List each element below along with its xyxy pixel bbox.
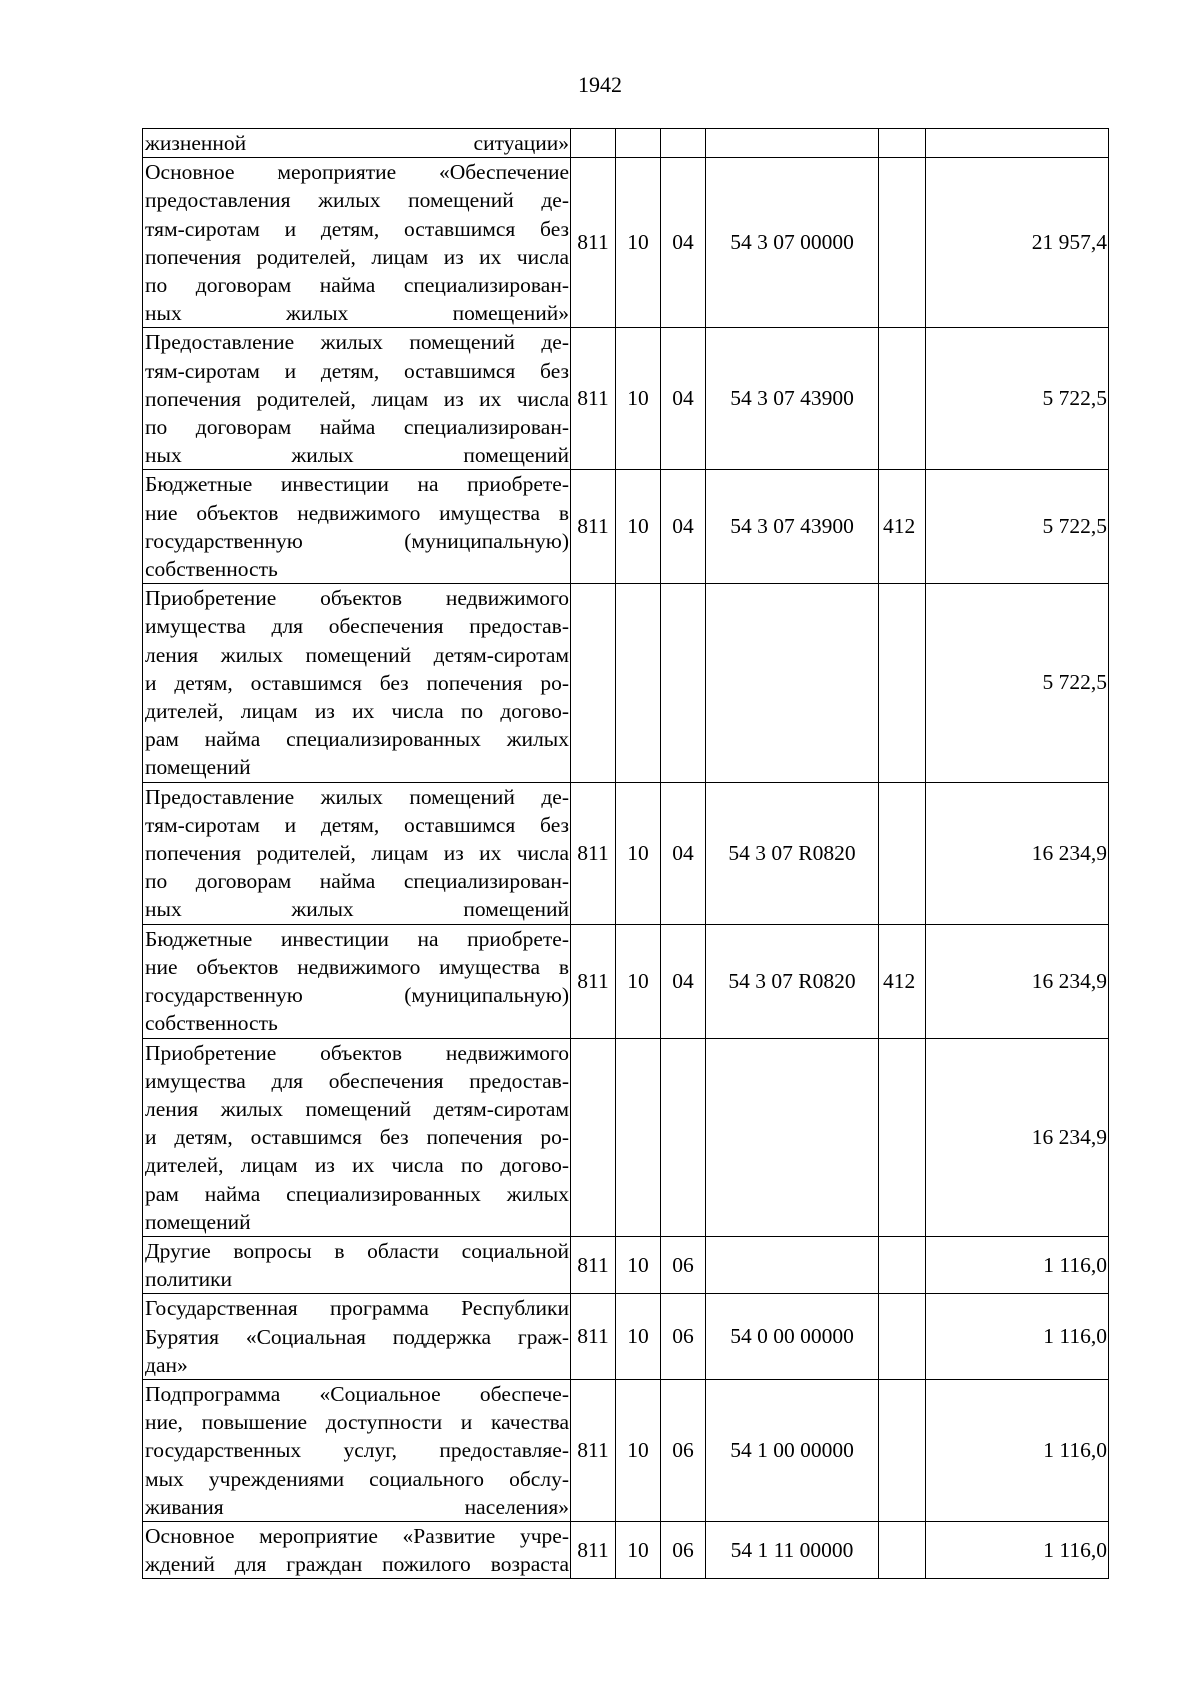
row-description: Другие вопросы в области социальной политики [143, 1236, 571, 1293]
table-row [143, 1379, 1109, 1521]
row-description: Государственная программа Республики Бурятия «Социальная поддержка граж- дан» [143, 1294, 571, 1380]
row-amount: 21 957,4 [926, 158, 1109, 328]
row-expense-type-code [879, 1379, 926, 1521]
table-row [143, 470, 1109, 584]
table-row [143, 782, 1109, 924]
row-grbs-code: 811 [571, 782, 616, 924]
row-subsection-code: 06 [661, 1294, 706, 1380]
row-subsection-code [661, 584, 706, 782]
row-target-article-code: 54 1 00 00000 [706, 1379, 879, 1521]
row-target-article-code: 54 1 11 00000 [706, 1521, 879, 1578]
row-amount: 1 116,0 [926, 1294, 1109, 1380]
row-description: жизненной ситуации» [143, 129, 571, 158]
row-description: Подпрограмма «Социальное обеспече- ние, повышение доступности и качества государственных услуг, предоставляе- мых учреждениями социального обслу- живания населения» [143, 1379, 571, 1521]
table-row [143, 1236, 1109, 1293]
row-expense-type-code [879, 1038, 926, 1236]
row-section-code [616, 584, 661, 782]
row-grbs-code: 811 [571, 1521, 616, 1578]
row-subsection-code: 04 [661, 924, 706, 1038]
row-description: Предоставление жилых помещений де- тям-сиротам и детям, оставшимся без попечения родителей, лицам из их числа по договорам найма специализирован- ных жилых помещений [143, 328, 571, 470]
row-target-article-code: 54 3 07 R0820 [706, 924, 879, 1038]
row-section-code: 10 [616, 1294, 661, 1380]
row-description: Приобретение объектов недвижимого имущества для обеспечения предостав- ления жилых помещений детям-сиротам и детям, оставшимся без попечения ро- дителей, лицам из их числа по догово- рам найма специализированных жилых помещений [143, 1038, 571, 1236]
row-section-code [616, 1038, 661, 1236]
row-expense-type-code [879, 129, 926, 158]
table-row [143, 129, 1109, 158]
row-expense-type-code [879, 782, 926, 924]
row-amount: 16 234,9 [926, 782, 1109, 924]
row-subsection-code: 04 [661, 328, 706, 470]
row-description: Основное мероприятие «Обеспечение предоставления жилых помещений де- тям-сиротам и детям, оставшимся без попечения родителей, лицам из их числа по договорам найма специализирован- ных жилых помещений» [143, 158, 571, 328]
row-target-article-code [706, 1038, 879, 1236]
row-section-code [616, 129, 661, 158]
row-target-article-code [706, 584, 879, 782]
row-subsection-code: 06 [661, 1236, 706, 1293]
table-row [143, 1521, 1109, 1578]
row-section-code: 10 [616, 158, 661, 328]
row-description: Основное мероприятие «Развитие учре- ждений для граждан пожилого возраста [143, 1521, 571, 1578]
row-target-article-code: 54 3 07 43900 [706, 328, 879, 470]
row-amount: 1 116,0 [926, 1521, 1109, 1578]
row-grbs-code: 811 [571, 1294, 616, 1380]
table-row [143, 1294, 1109, 1380]
row-amount: 5 722,5 [926, 470, 1109, 584]
row-grbs-code: 811 [571, 158, 616, 328]
row-amount: 1 116,0 [926, 1379, 1109, 1521]
row-section-code: 10 [616, 782, 661, 924]
row-expense-type-code [879, 158, 926, 328]
row-subsection-code: 04 [661, 158, 706, 328]
row-subsection-code: 06 [661, 1379, 706, 1521]
row-subsection-code: 04 [661, 470, 706, 584]
budget-table [142, 128, 1109, 1579]
row-amount: 5 722,5 [926, 584, 1109, 782]
row-expense-type-code [879, 1236, 926, 1293]
row-section-code: 10 [616, 1521, 661, 1578]
row-description: Бюджетные инвестиции на приобрете- ние объектов недвижимого имущества в государственную (муниципальную) собственность [143, 924, 571, 1038]
row-description: Предоставление жилых помещений де- тям-сиротам и детям, оставшимся без попечения родителей, лицам из их числа по договорам найма специализирован- ных жилых помещений [143, 782, 571, 924]
table-row [143, 158, 1109, 328]
row-expense-type-code [879, 328, 926, 470]
row-section-code: 10 [616, 470, 661, 584]
row-grbs-code [571, 584, 616, 782]
budget-table-body [143, 129, 1109, 1579]
row-description: Бюджетные инвестиции на приобрете- ние объектов недвижимого имущества в государственную (муниципальную) собственность [143, 470, 571, 584]
row-target-article-code: 54 3 07 00000 [706, 158, 879, 328]
row-amount [926, 129, 1109, 158]
row-target-article-code [706, 1236, 879, 1293]
row-expense-type-code [879, 1521, 926, 1578]
table-row [143, 1038, 1109, 1236]
row-expense-type-code [879, 1294, 926, 1380]
row-grbs-code: 811 [571, 1379, 616, 1521]
row-amount: 5 722,5 [926, 328, 1109, 470]
row-subsection-code [661, 1038, 706, 1236]
row-subsection-code: 06 [661, 1521, 706, 1578]
row-section-code: 10 [616, 924, 661, 1038]
row-section-code: 10 [616, 328, 661, 470]
row-amount: 16 234,9 [926, 924, 1109, 1038]
row-target-article-code: 54 0 00 00000 [706, 1294, 879, 1380]
row-amount: 1 116,0 [926, 1236, 1109, 1293]
row-grbs-code: 811 [571, 924, 616, 1038]
row-description: Приобретение объектов недвижимого имущества для обеспечения предостав- ления жилых помещений детям-сиротам и детям, оставшимся без попечения ро- дителей, лицам из их числа по догово- рам найма специализированных жилых помещений [143, 584, 571, 782]
row-grbs-code: 811 [571, 328, 616, 470]
row-subsection-code: 04 [661, 782, 706, 924]
table-row [143, 584, 1109, 782]
row-grbs-code: 811 [571, 1236, 616, 1293]
row-subsection-code [661, 129, 706, 158]
row-target-article-code [706, 129, 879, 158]
row-amount: 16 234,9 [926, 1038, 1109, 1236]
table-row [143, 328, 1109, 470]
row-section-code: 10 [616, 1379, 661, 1521]
row-expense-type-code [879, 584, 926, 782]
row-expense-type-code: 412 [879, 470, 926, 584]
row-section-code: 10 [616, 1236, 661, 1293]
row-grbs-code: 811 [571, 470, 616, 584]
table-row [143, 924, 1109, 1038]
row-target-article-code: 54 3 07 R0820 [706, 782, 879, 924]
row-grbs-code [571, 129, 616, 158]
page-number: 1942 [578, 72, 622, 97]
row-expense-type-code: 412 [879, 924, 926, 1038]
row-grbs-code [571, 1038, 616, 1236]
row-target-article-code: 54 3 07 43900 [706, 470, 879, 584]
